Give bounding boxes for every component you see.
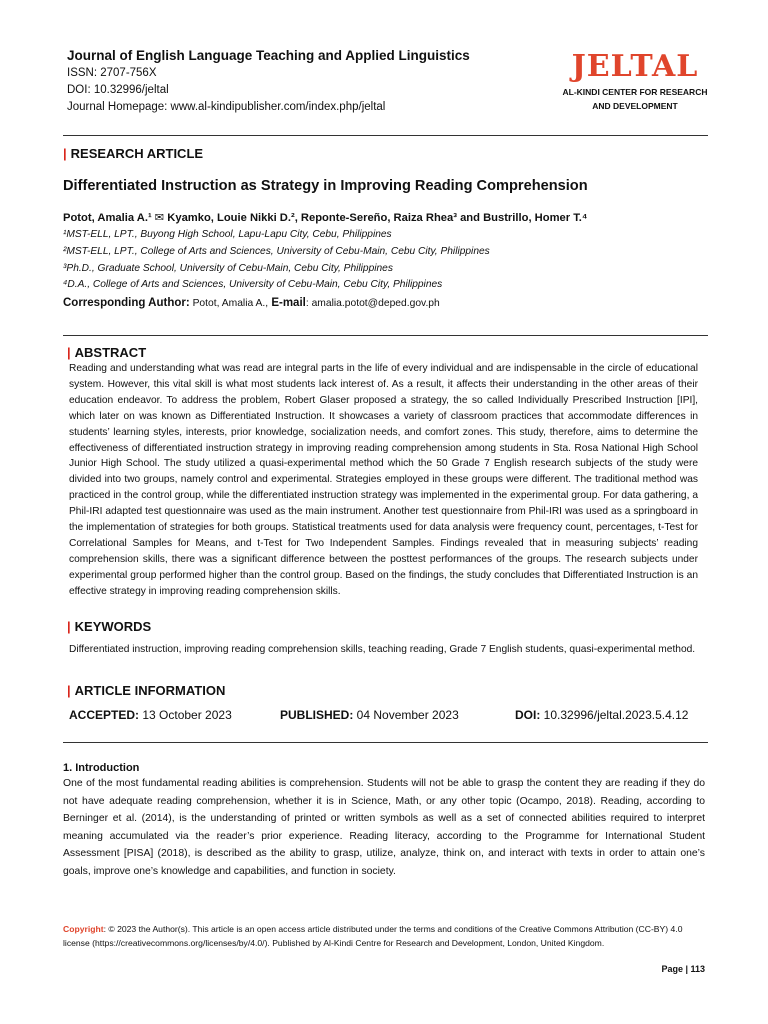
section-bar: | <box>67 619 71 634</box>
abstract-heading-label: ABSTRACT <box>74 345 147 360</box>
published-date <box>280 708 459 722</box>
logo-sub-line-2: AND DEVELOPMENT <box>592 101 678 111</box>
copyright-text: : © 2023 the Author(s). This article is an open access article distributed under the terms and conditions of the Creative Commons Attribution (CC-BY) 4.0 license (https://creativecommons.org/licenses/by/4.0/). Published by Al-Kindi Centre for Research and Development, London, United Kingdom. <box>63 924 683 948</box>
accepted-date <box>69 708 232 722</box>
journal-issn: ISSN: 2707-756X <box>67 67 157 79</box>
article-doi <box>515 708 688 722</box>
affiliation-2: ²MST-ELL, LPT., College of Arts and Sciences, University of Cebu-Main, Cebu City, Philippines <box>63 246 490 257</box>
abstract-heading <box>67 345 146 360</box>
article-title: Differentiated Instruction as Strategy in Improving Reading Comprehension <box>63 178 588 194</box>
doi-value[interactable]: 10.32996/jeltal.2023.5.4.12 <box>540 708 689 722</box>
logo-name: JELTAL <box>571 49 699 84</box>
corresponding-label: Corresponding Author: <box>63 297 190 309</box>
keywords-heading <box>67 619 151 634</box>
section-bar: | <box>67 683 71 698</box>
published-value: 04 November 2023 <box>353 708 459 722</box>
introduction-text: One of the most fundamental reading abilities is comprehension. Students will not be able to grasp the content they are reading if they do not have adequate reading comprehension, whether it is in Science, Math, or any other topic (Ocampo, 2018). Reading, according to Berninger et al. (2014), is the understanding of printed or written symbols as well as a set of connected abilities required to interpret meaning accumulated via the reader’s prior experience. Reading literacy, according to the Programme for International Student Assessment [PISA] (2018), is described as the ability to grasp, utilize, analyze, think on, and interact with texts in order to attain one’s goals, improve one’s knowledge and capabilities, and function in society. <box>63 778 705 877</box>
header-rule <box>63 135 708 136</box>
article-type <box>63 146 203 161</box>
copyright-notice <box>63 922 705 950</box>
affiliation-1: ¹MST-ELL, LPT., Buyong High School, Lapu-Lapu City, Cebu, Philippines <box>63 229 392 240</box>
logo-sub-line-1: AL-KINDI CENTER FOR RESEARCH <box>562 87 708 97</box>
affiliation-4: ⁴D.A., College of Arts and Sciences, University of Cebu-Main, Cebu City, Philippines <box>63 279 443 290</box>
corresponding-name: Potot, Amalia A., <box>189 298 269 309</box>
authors: Potot, Amalia A.¹ ✉ Kyamko, Louie Nikki D.², Reponte-Sereño, Raiza Rhea³ and Bustrillo, Homer T.⁴ <box>63 212 588 224</box>
published-label: PUBLISHED: <box>280 708 354 722</box>
abstract-text: Reading and understanding what was read are integral parts in the life of every individual and are indispensable in the circle of educational system. However, this vital skill is what most students lack interest of. As a result, it affects their understanding in the other areas of their education endeavor. To address the problem, Robert Glaser proposed a strategy, the so called Individually Prescribed Instruction [IPI], which later on was known as Differentiated Instruction. It showcases a variety of classroom practices that accommodate differences in students’ learning styles, interests, prior knowledge, socialization needs, and comfort zones. This study, therefore, aims to determine the effectiveness of differentiated instruction strategy in improving reading comprehension among students in Sta. Rosa National High School Junior High School. The study utilized a quasi-experimental method which the 50 Grade 7 English research subjects of the study were divided into two groups, namely control and experimental. Strategies employed in these groups were different. The traditional method was practiced in the control group, while the differentiated instruction strategy was implemented in the experimental group. For data gathering, a Phil-IRI adapted test questionnaire was used as the main instrument. Another test questionnaire from Phil-IRI was used as a springboard in the implementation of strategies for both groups. Statistical treatments used for data analysis were frequency count, percentages, t-Test for Correlational Samples for Means, and t-Test for Two Independent Samples. Findings revealed that in measuring subjects’ reading comprehension skills, there was a significant difference between the posttest performances of the groups. The research subjects under experimental group performed higher than the control group. Based on the findings, the study concludes that Differentiated Instruction is an effective strategy in improving reading comprehension skills. <box>69 363 698 597</box>
journal-homepage[interactable]: Journal Homepage: www.al-kindipublisher.com/index.php/jeltal <box>67 101 386 113</box>
email-label: E-mail <box>268 297 306 309</box>
article-info-heading-label: ARTICLE INFORMATION <box>74 683 226 698</box>
journal-title: Journal of English Language Teaching and Applied Linguistics <box>67 48 470 63</box>
page-number: Page | 113 <box>661 964 705 974</box>
abstract-rule <box>63 335 708 336</box>
affiliation-3: ³Ph.D., Graduate School, University of Cebu-Main, Cebu City, Philippines <box>63 263 393 274</box>
journal-logo <box>560 50 710 112</box>
introduction-heading: 1. Introduction <box>63 762 140 774</box>
keywords-text: Differentiated instruction, improving reading comprehension skills, teaching reading, Grade 7 English students, quasi-experimental method. <box>69 644 696 655</box>
accepted-label: ACCEPTED: <box>69 708 140 722</box>
article-info-heading <box>67 683 225 698</box>
accepted-value: 13 October 2023 <box>139 708 232 722</box>
article-type-label: RESEARCH ARTICLE <box>70 146 204 161</box>
doi-label: DOI: <box>515 708 541 722</box>
section-bar: | <box>63 146 67 161</box>
corresponding-email[interactable]: : amalia.potot@deped.gov.ph <box>305 298 440 309</box>
corresponding-author <box>63 297 440 309</box>
info-rule <box>63 742 708 743</box>
journal-doi: DOI: 10.32996/jeltal <box>67 84 169 96</box>
keywords-heading-label: KEYWORDS <box>74 619 152 634</box>
copyright-label: Copyright <box>63 924 104 934</box>
section-bar: | <box>67 345 71 360</box>
